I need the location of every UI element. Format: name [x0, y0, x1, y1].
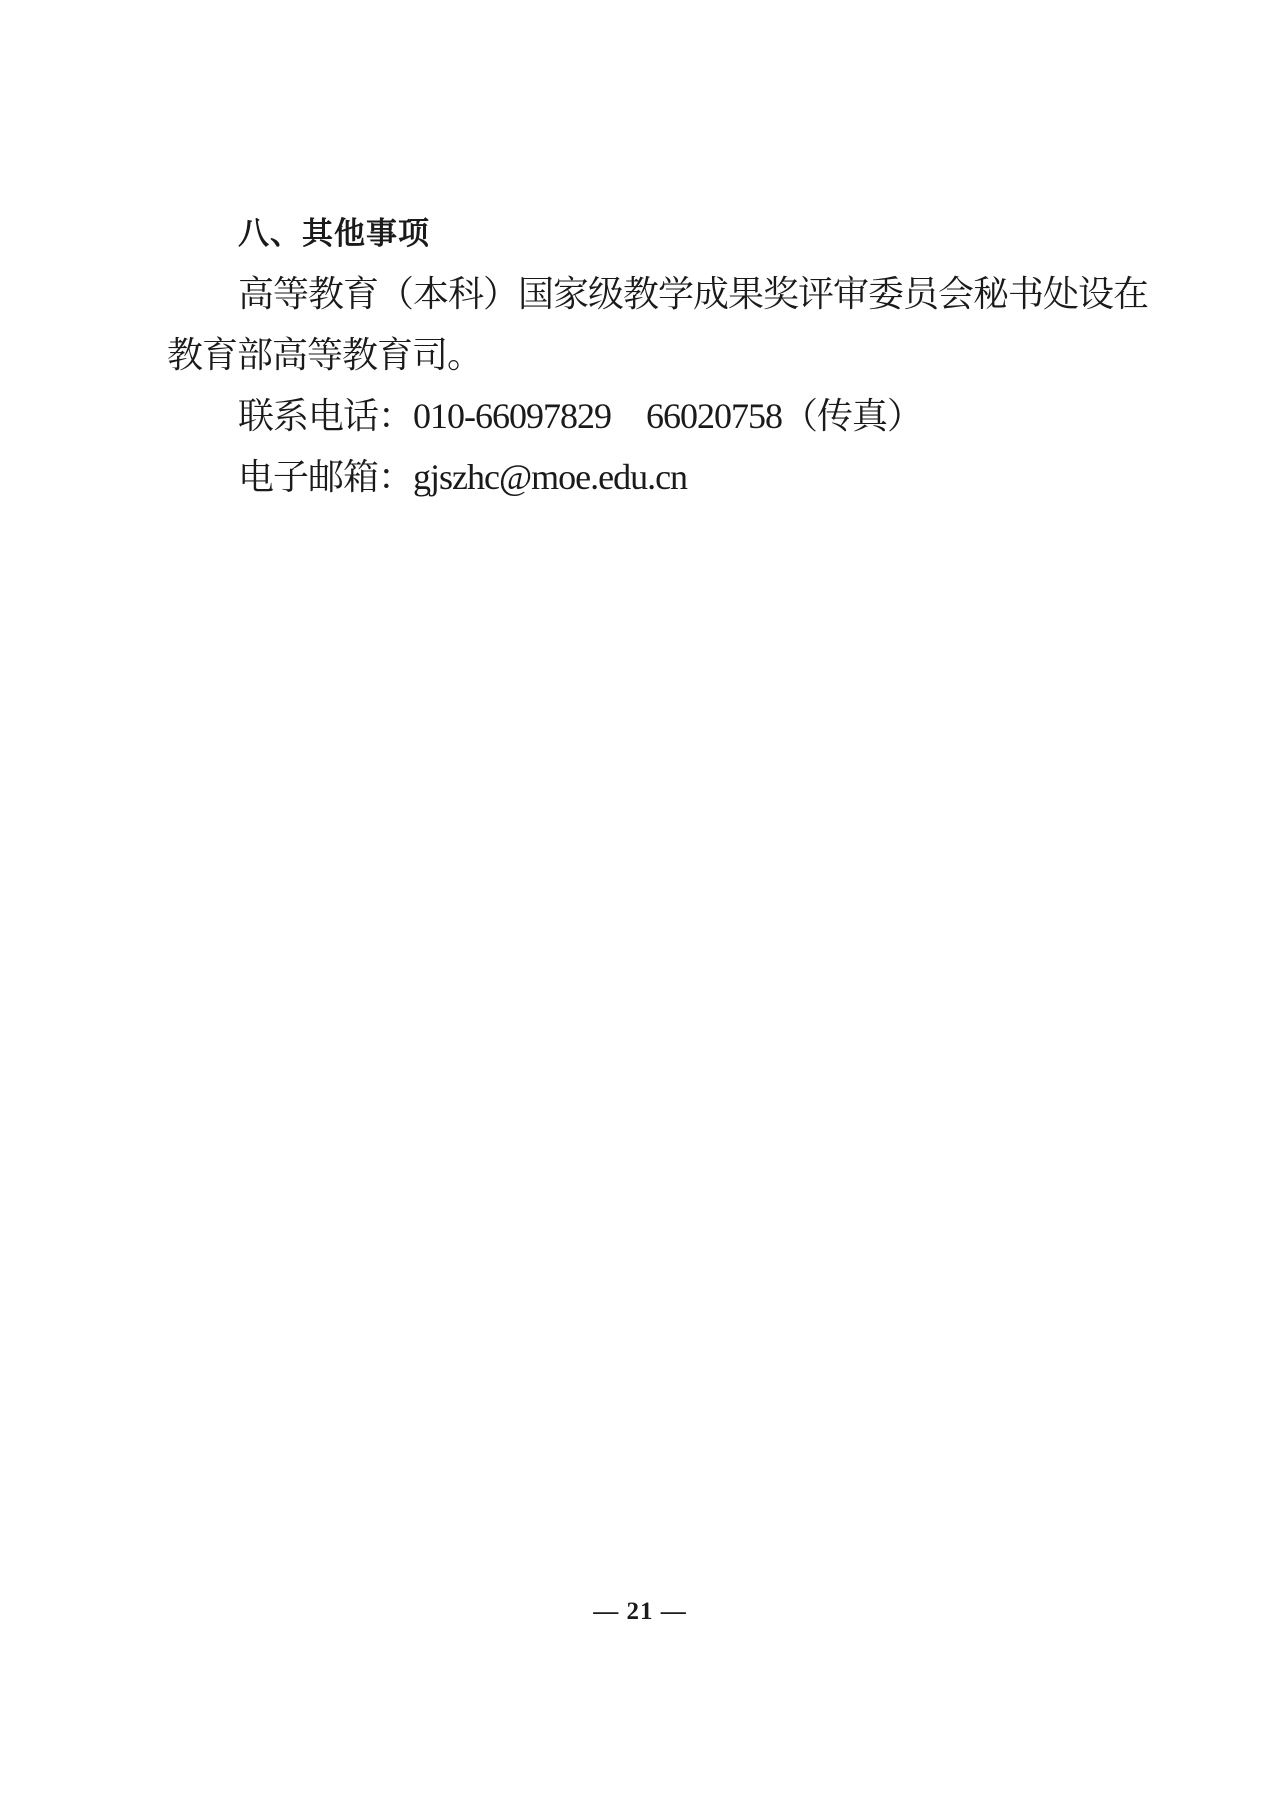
contact-email-line: 电子邮箱：gjszhc@moe.edu.cn [238, 457, 688, 497]
document-body [167, 203, 1149, 508]
paragraph-line-2: 教育部高等教育司。 [167, 335, 483, 375]
page-number: — 21 — [593, 1598, 687, 1625]
contact-phone-line: 联系电话：010-66097829 66020758（传真） [238, 396, 922, 436]
paragraph-line-1: 高等教育（本科）国家级教学成果奖评审委员会秘书处设在 [238, 274, 1149, 314]
section-heading: 八、其他事项 [238, 216, 430, 251]
